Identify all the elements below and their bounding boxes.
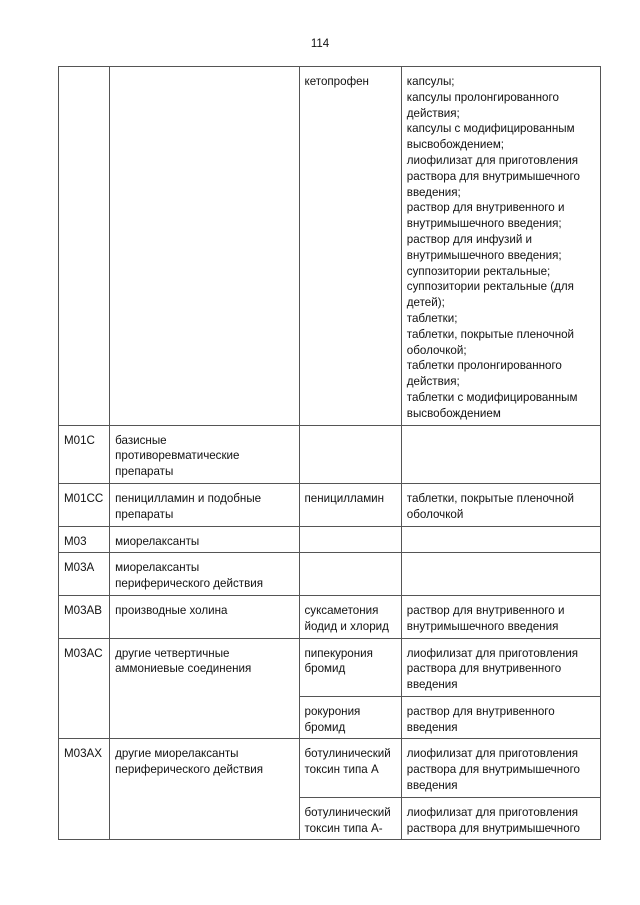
group-name-cell: миорелаксанты	[110, 526, 299, 553]
table-row	[59, 553, 601, 596]
dosage-forms-cell: лиофилизат для приготовления раствора для внутривенного введения	[401, 638, 600, 696]
substance-cell: пипекурония бромид	[299, 638, 401, 696]
group-name-cell: другие миорелаксанты периферического действия	[110, 739, 299, 840]
dosage-forms-cell: раствор для внутривенного введения	[401, 696, 600, 739]
atc-code-cell	[59, 67, 110, 426]
atc-code-cell: M03AB	[59, 595, 110, 638]
atc-code-cell: M03A	[59, 553, 110, 596]
substance-cell: кетопрофен	[299, 67, 401, 426]
dosage-forms-cell	[401, 425, 600, 483]
table-row	[59, 483, 601, 526]
table-row	[59, 638, 601, 696]
dosage-form-line: высвобождением;	[406, 138, 505, 152]
dosage-form-line: таблетки, покрытые пленочной	[406, 327, 575, 341]
dosage-form-line: внутримышечного введения;	[406, 248, 562, 262]
substance-cell: ботулинический токсин типа А-	[299, 797, 401, 840]
table-row	[59, 739, 601, 797]
dosage-form-line: детей);	[406, 296, 445, 310]
dosage-form-line: раствора для внутримышечного	[406, 169, 580, 183]
substance-cell	[299, 526, 401, 553]
dosage-forms-cell	[401, 67, 600, 426]
table-row	[59, 425, 601, 483]
substance-cell: рокурония бромид	[299, 696, 401, 739]
table-row	[59, 595, 601, 638]
atc-code-cell: M01CC	[59, 483, 110, 526]
dosage-form-line: капсулы пролонгированного	[406, 90, 559, 104]
group-name-cell	[110, 67, 299, 426]
table-row	[59, 67, 601, 426]
dosage-form-line: лиофилизат для приготовления	[406, 153, 579, 167]
dosage-forms-cell: раствор для внутривенного и внутримышечного введения	[401, 595, 600, 638]
dosage-form-line: раствор для инфузий и	[406, 232, 533, 246]
drug-table	[58, 66, 601, 840]
dosage-form-line: суппозитории ректальные;	[406, 264, 551, 278]
page-number: 114	[310, 38, 330, 50]
table-row	[59, 526, 601, 553]
dosage-forms-cell: лиофилизат для приготовления раствора для внутримышечного введения	[401, 739, 600, 797]
dosage-form-line: суппозитории ректальные (для	[406, 280, 574, 294]
atc-code-cell: M03AC	[59, 638, 110, 739]
dosage-form-line: введения;	[406, 185, 461, 199]
group-name-cell: пеницилламин и подобные препараты	[110, 483, 299, 526]
substance-cell	[299, 553, 401, 596]
group-name-cell: производные холина	[110, 595, 299, 638]
substance-cell: суксаметония йодид и хлорид	[299, 595, 401, 638]
group-name-cell: другие четвертичные аммониевые соединения	[110, 638, 299, 739]
substance-cell: пеницилламин	[299, 483, 401, 526]
dosage-form-line: таблетки с модифицированным	[406, 390, 578, 404]
dosage-form-line: высвобождением	[406, 406, 501, 420]
group-name-cell: базисные противоревматические препараты	[110, 425, 299, 483]
dosage-form-line: капсулы;	[406, 75, 455, 88]
atc-code-cell: M03AX	[59, 739, 110, 840]
dosage-form-line: внутримышечного введения;	[406, 217, 562, 231]
dosage-forms-cell: таблетки, покрытые пленочной оболочкой	[401, 483, 600, 526]
dosage-form-line: раствор для внутривенного и	[406, 201, 565, 215]
group-name-cell: миорелаксанты периферического действия	[110, 553, 299, 596]
dosage-form-line: действия;	[406, 375, 460, 389]
substance-cell: ботулинический токсин типа А	[299, 739, 401, 797]
substance-cell	[299, 425, 401, 483]
dosage-form-line: действия;	[406, 106, 460, 120]
dosage-form-line: таблетки;	[406, 311, 458, 325]
dosage-forms-cell	[401, 553, 600, 596]
atc-code-cell: M01C	[59, 425, 110, 483]
dosage-form-line: оболочкой;	[406, 343, 467, 357]
dosage-forms-cell: лиофилизат для приготовления раствора для внутримышечного	[401, 797, 600, 840]
dosage-forms-cell	[401, 526, 600, 553]
atc-code-cell: M03	[59, 526, 110, 553]
dosage-form-line: капсулы с модифицированным	[406, 122, 575, 136]
dosage-form-line: таблетки пролонгированного	[406, 359, 562, 373]
